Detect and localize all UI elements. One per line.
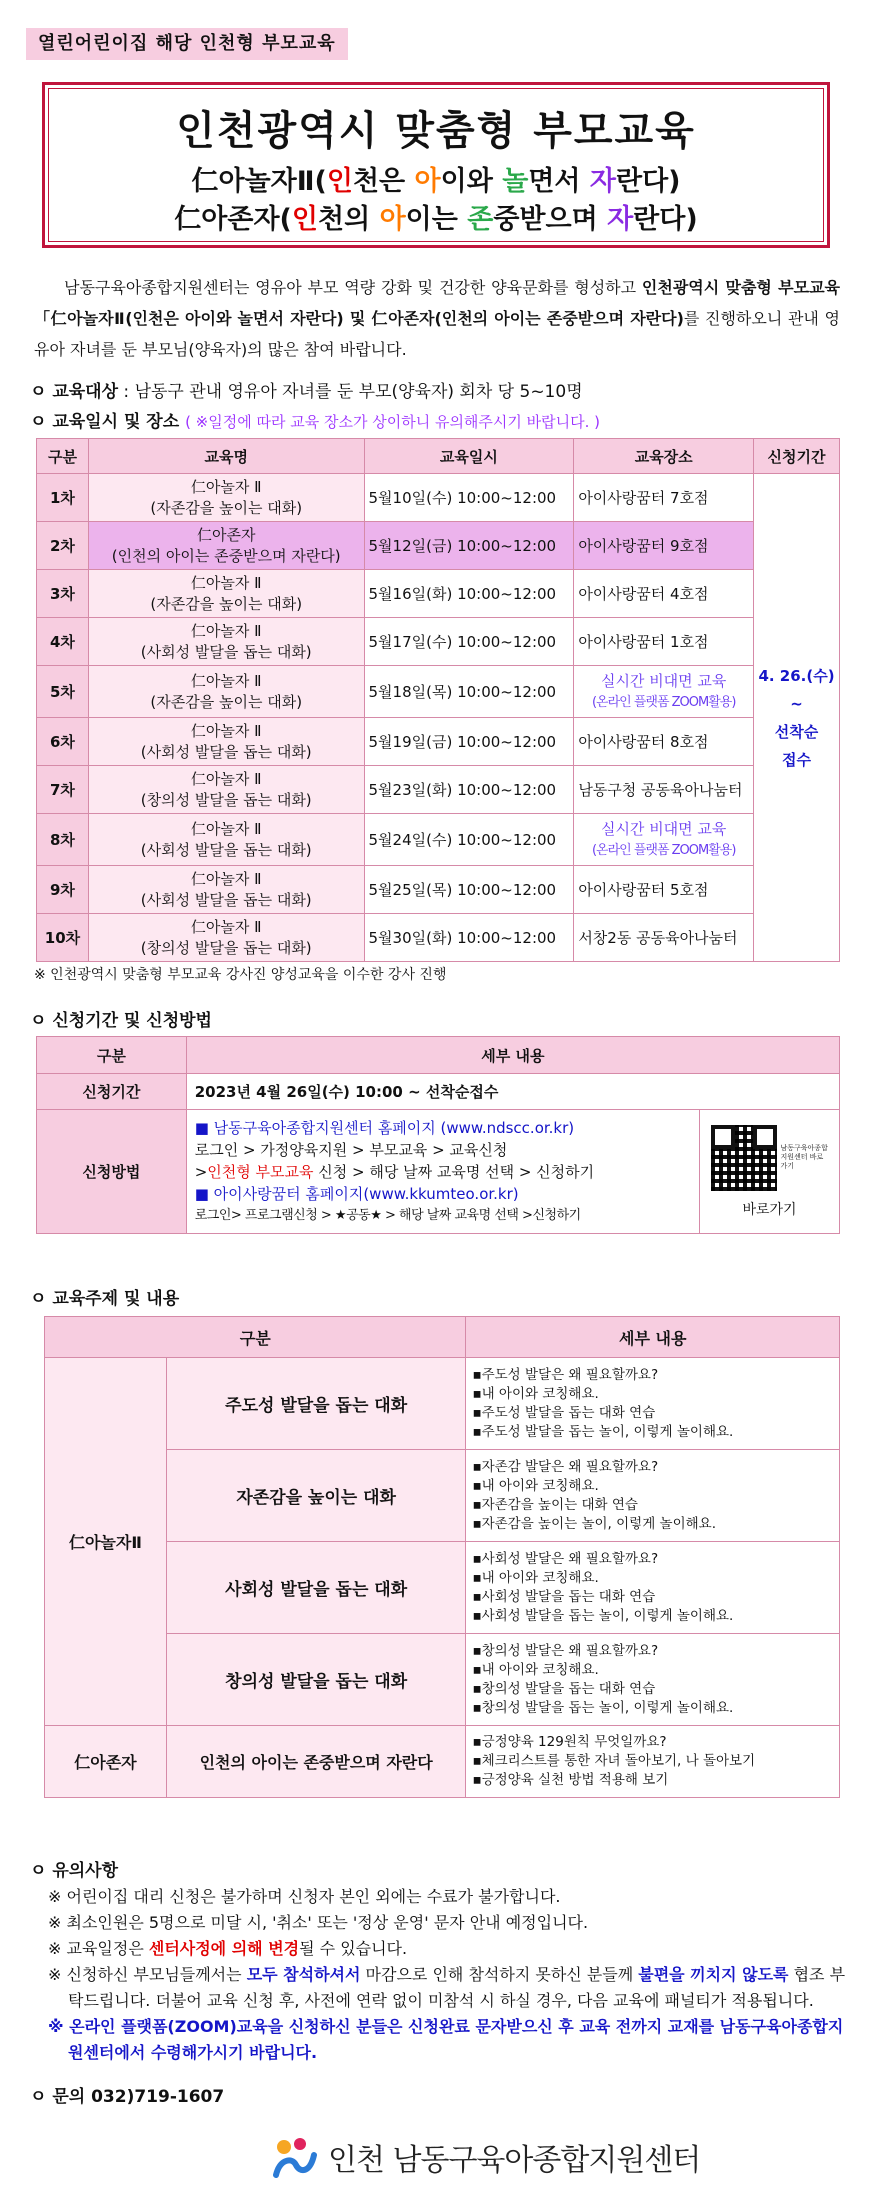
schedule-row	[37, 866, 840, 914]
program-cell: 仁아놀자 Ⅱ (사회성 발달을 돕는 대화)	[88, 718, 364, 766]
place-cell: 아이사랑꿈터 9호점	[574, 522, 754, 570]
schedule-note: ※ 인천광역시 맞춤형 부모교육 강사진 양성교육을 이수한 강사 진행	[34, 967, 447, 983]
date-cell: 5월24일(수) 10:00~12:00	[364, 814, 574, 866]
col-header: 세부 내용	[466, 1317, 840, 1358]
place-cell: 아이사랑꿈터 5호점	[574, 866, 754, 914]
title-box	[42, 82, 830, 248]
place-cell: 아이사랑꿈터 8호점	[574, 718, 754, 766]
col-header: 교육장소	[574, 439, 754, 474]
place-cell: 실시간 비대면 교육 (온라인 플랫폼 ZOOM활용)	[574, 814, 754, 866]
date-cell: 5월17일(수) 10:00~12:00	[364, 618, 574, 666]
schedule-row	[37, 618, 840, 666]
center-name: 인천 남동구육아종합지원센터	[328, 2143, 701, 2178]
round-cell: 4차	[37, 618, 89, 666]
qr-code-icon[interactable]	[711, 1125, 777, 1191]
round-cell: 10차	[37, 914, 89, 962]
schedule-table	[36, 438, 840, 962]
topic-items: ▪긍정양육 129원칙 무엇일까요? ▪체크리스트를 통한 자녀 돌아보기, 나 돌아보기 ▪긍정양육 실천 방법 적용해 보기	[466, 1726, 840, 1798]
note-item: ※ 온라인 플랫폼(ZOOM)교육을 신청하신 분들은 신청완료 문자받으신 후 교육 전까지 교재를 남동구육아종합지원센터에서 수령해가시기 바랍니다.	[48, 2017, 844, 2062]
topic-row	[45, 1726, 840, 1798]
notes-heading: ㅇ 유의사항	[30, 1861, 119, 1881]
shortcut-link[interactable]: 바로가기	[742, 1201, 797, 1218]
program-title-2: 仁아존자(인천의 아이는 존중받으며 자란다)	[174, 204, 698, 235]
schedule-row	[37, 666, 840, 718]
round-cell: 5차	[37, 666, 89, 718]
date-cell: 5월12일(금) 10:00~12:00	[364, 522, 574, 570]
date-cell: 5월19일(금) 10:00~12:00	[364, 718, 574, 766]
program-cell: 仁아놀자 Ⅱ (사회성 발달을 돕는 대화)	[88, 866, 364, 914]
notes-list	[48, 1884, 848, 2066]
method-label: 신청방법	[37, 1110, 187, 1234]
note-item: ※ 최소인원은 5명으로 미달 시, '취소' 또는 '정상 운영' 문자 안내 예정입니다.	[48, 1913, 589, 1932]
program-cell: 仁아놀자 Ⅱ (자존감을 높이는 대화)	[88, 474, 364, 522]
schedule-row	[37, 766, 840, 814]
method-step: >인천형 부모교육 신청 > 해당 날짜 교육명 선택 > 신청하기	[194, 1162, 595, 1181]
qr-cell	[700, 1110, 840, 1234]
date-cell: 5월16일(화) 10:00~12:00	[364, 570, 574, 618]
col-header: 신청기간	[754, 439, 840, 474]
target-line: ㅇ 교육대상 : 남동구 관내 영유아 자녀를 둔 부모(양육자) 회차 당 5~10명	[30, 382, 583, 402]
center-logo	[270, 2132, 700, 2182]
place-cell: 남동구청 공동육아나눔터	[574, 766, 754, 814]
schedule-row	[37, 570, 840, 618]
target-tag: 열린어린이집 해당 인천형 부모교육	[26, 28, 348, 60]
intro-paragraph: 남동구육아종합지원센터는 영유아 부모 역량 강화 및 건강한 양육문화를 형성하고 인천광역시 맞춤형 부모교육「仁아놀자Ⅱ(인천은 아이와 놀면서 자란다) 및 仁아존자(인천의 아이는 존중받으며 자란다)를 진행하오니 관내 영유아 자녀를 둔 부모님(양육자)의 많은 참여 바랍니다.	[34, 278, 840, 359]
ndscc-link[interactable]: ■ 남동구육아종합지원센터 홈페이지 (www.ndscc.or.kr)	[194, 1118, 575, 1137]
topic-items: ▪주도성 발달은 왜 필요할까요? ▪내 아이와 코칭해요. ▪주도성 발달을 돕는 대화 연습 ▪주도성 발달을 돕는 놀이, 이렇게 놀이해요.	[466, 1358, 840, 1450]
topics-heading: ㅇ 교육주제 및 내용	[30, 1289, 180, 1309]
col-header: 구분	[37, 439, 89, 474]
date-cell: 5월30일(화) 10:00~12:00	[364, 914, 574, 962]
apply-table	[36, 1036, 840, 1234]
program-cell: 仁아놀자 Ⅱ (사회성 발달을 돕는 대화)	[88, 814, 364, 866]
note-item: ※ 신청하신 부모님들께서는 모두 참석하셔서 마감으로 인해 참석하지 못하신 분들께 불편을 끼치지 않도록 협조 부탁드립니다. 더불어 교육 신청 후, 사전에 연락 없이 미참석 시 하실 경우, 다음 교육에 패널티가 적용됩니다.	[48, 1965, 846, 2010]
topic-items: ▪사회성 발달은 왜 필요할까요? ▪내 아이와 코칭해요. ▪사회성 발달을 돕는 대화 연습 ▪사회성 발달을 돕는 놀이, 이렇게 놀이해요.	[466, 1542, 840, 1634]
program-name: 仁아존자	[45, 1726, 167, 1798]
col-header: 교육일시	[364, 439, 574, 474]
program-title-1: 仁아놀자Ⅱ(인천은 아이와 놀면서 자란다)	[191, 166, 681, 197]
date-cell: 5월10일(수) 10:00~12:00	[364, 474, 574, 522]
method-step: 로그인> 프로그램신청 > ★공동★ > 해당 날짜 교육명 선택 >신청하기	[194, 1207, 581, 1223]
center-logo-icon	[270, 2135, 318, 2179]
date-cell: 5월18일(목) 10:00~12:00	[364, 666, 574, 718]
schedule-row	[37, 718, 840, 766]
schedule-row	[37, 814, 840, 866]
round-cell: 6차	[37, 718, 89, 766]
topic-title: 자존감을 높이는 대화	[166, 1450, 466, 1542]
program-cell: 仁아존자 (인천의 아이는 존중받으며 자란다)	[88, 522, 364, 570]
topic-items: ▪자존감 발달은 왜 필요할까요? ▪내 아이와 코칭해요. ▪자존감을 높이는 대화 연습 ▪자존감을 높이는 놀이, 이렇게 놀이해요.	[466, 1450, 840, 1542]
date-cell: 5월25일(목) 10:00~12:00	[364, 866, 574, 914]
apply-heading: ㅇ 신청기간 및 신청방법	[30, 1011, 212, 1031]
schedule-heading: ㅇ 교육일시 및 장소 ( ※일정에 따라 교육 장소가 상이하니 유의해주시기 바랍니다. )	[30, 412, 601, 432]
place-cell: 아이사랑꿈터 1호점	[574, 618, 754, 666]
round-cell: 1차	[37, 474, 89, 522]
program-cell: 仁아놀자 Ⅱ (사회성 발달을 돕는 대화)	[88, 618, 364, 666]
date-cell: 5월23일(화) 10:00~12:00	[364, 766, 574, 814]
col-header: 구분	[45, 1317, 466, 1358]
round-cell: 2차	[37, 522, 89, 570]
note-item: ※ 어린이집 대리 신청은 불가하며 신청자 본인 외에는 수료가 불가합니다.	[48, 1887, 561, 1906]
topic-items: ▪창의성 발달은 왜 필요할까요? ▪내 아이와 코칭해요. ▪창의성 발달을 돕는 대화 연습 ▪창의성 발달을 돕는 놀이, 이렇게 놀이해요.	[466, 1634, 840, 1726]
place-cell: 아이사랑꿈터 7호점	[574, 474, 754, 522]
apply-period-cell: 4. 26.(수) ~ 선착순 접수	[754, 474, 840, 962]
schedule-row	[37, 474, 840, 522]
program-cell: 仁아놀자 Ⅱ (창의성 발달을 돕는 대화)	[88, 914, 364, 962]
program-name: 仁아놀자Ⅱ	[45, 1358, 167, 1726]
col-header: 구분	[37, 1037, 187, 1074]
method-step: 로그인 > 가정양육지원 > 부모교육 > 교육신청	[194, 1140, 508, 1159]
page-title: 인천광역시 맞춤형 부모교육	[176, 108, 696, 154]
period-value: 2023년 4월 26일(수) 10:00 ~ 선착순접수	[186, 1074, 839, 1110]
contact-line: ㅇ 문의 032)719-1607	[30, 2087, 225, 2107]
topic-title: 창의성 발달을 돕는 대화	[166, 1634, 466, 1726]
topic-title: 인천의 아이는 존중받으며 자란다	[166, 1726, 466, 1798]
col-header: 교육명	[88, 439, 364, 474]
topic-title: 사회성 발달을 돕는 대화	[166, 1542, 466, 1634]
schedule-row	[37, 522, 840, 570]
schedule-row	[37, 914, 840, 962]
program-cell: 仁아놀자 Ⅱ (자존감을 높이는 대화)	[88, 570, 364, 618]
qr-caption: 남동구육아종합지원센터 바로가기	[780, 1144, 828, 1170]
topics-table	[44, 1316, 840, 1798]
round-cell: 7차	[37, 766, 89, 814]
topic-row	[45, 1358, 840, 1450]
topic-title: 주도성 발달을 돕는 대화	[166, 1358, 466, 1450]
program-cell: 仁아놀자 Ⅱ (자존감을 높이는 대화)	[88, 666, 364, 718]
round-cell: 3차	[37, 570, 89, 618]
kkumteo-link[interactable]: ■ 아이사랑꿈터 홈페이지(www.kkumteo.or.kr)	[194, 1184, 519, 1203]
note-item: ※ 교육일정은 센터사정에 의해 변경될 수 있습니다.	[48, 1939, 408, 1958]
col-header: 세부 내용	[186, 1037, 839, 1074]
place-cell: 실시간 비대면 교육 (온라인 플랫폼 ZOOM활용)	[574, 666, 754, 718]
program-cell: 仁아놀자 Ⅱ (창의성 발달을 돕는 대화)	[88, 766, 364, 814]
period-label: 신청기간	[37, 1074, 187, 1110]
method-detail	[186, 1110, 699, 1234]
place-cell: 서창2동 공동육아나눔터	[574, 914, 754, 962]
round-cell: 8차	[37, 814, 89, 866]
place-cell: 아이사랑꿈터 4호점	[574, 570, 754, 618]
round-cell: 9차	[37, 866, 89, 914]
